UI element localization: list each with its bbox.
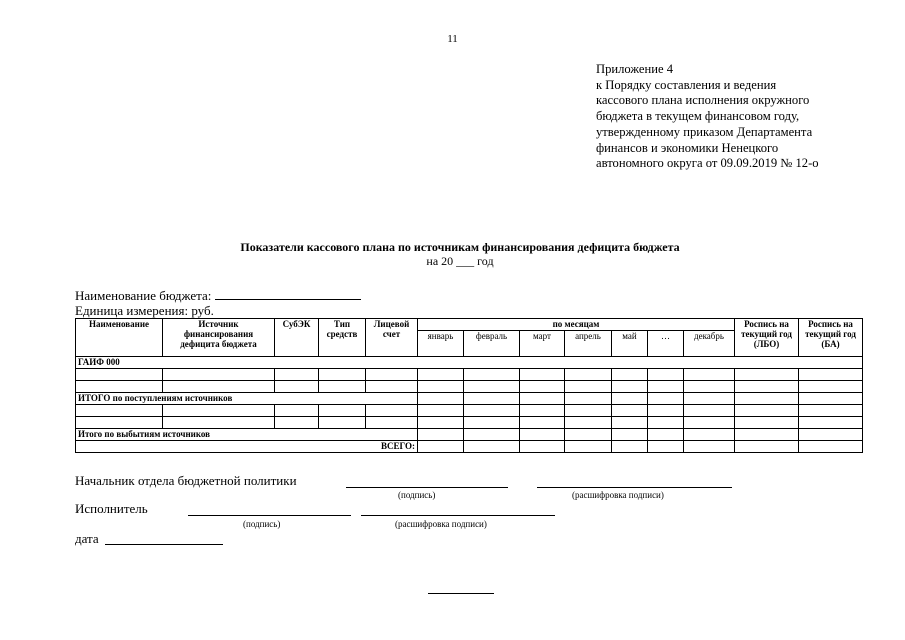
page-number: 11: [447, 33, 458, 45]
head-decode-caption: (расшифровка подписи): [572, 490, 664, 500]
appendix-line: утвержденному приказом Департамента: [596, 124, 813, 139]
header-by-months: по месяцам: [418, 319, 735, 331]
appendix-line: бюджета в текущем финансовом году,: [596, 109, 800, 124]
header-fund-type: Тип средств: [319, 319, 366, 357]
executor-signature-line[interactable]: [188, 515, 351, 516]
head-decode-line[interactable]: [537, 487, 732, 488]
document-subtitle: на 20 ___ год: [426, 254, 494, 268]
date-line[interactable]: [105, 544, 223, 545]
appendix-note: [596, 62, 896, 172]
budget-name-field: [75, 287, 361, 304]
header-subek: СубЭК: [275, 319, 319, 357]
header-month: январь: [418, 331, 464, 357]
grand-total-label: ВСЕГО:: [76, 441, 418, 453]
table-row: [76, 369, 863, 381]
header-name: Наименование: [76, 319, 163, 357]
document-title: Показатели кассового плана по источникам финансирования дефицита бюджета: [240, 240, 680, 254]
executor-decode-caption: (расшифровка подписи): [395, 519, 487, 529]
executor-sign-caption: (подпись): [243, 519, 281, 529]
bottom-divider: [428, 593, 494, 594]
unit-label: Единица измерения: руб.: [75, 303, 214, 318]
header-month: май: [612, 331, 648, 357]
executor-decode-line[interactable]: [361, 515, 555, 516]
header-month: декабрь: [684, 331, 735, 357]
header-rospis-lbo: Роспись на текущий год (ЛБО): [735, 319, 799, 357]
section-gaif: ГАИФ 000: [76, 357, 863, 369]
appendix-line: финансов и экономики Ненецкого: [596, 140, 779, 155]
head-label: Начальник отдела бюджетной политики: [75, 473, 297, 488]
header-account: Лицевой счет: [366, 319, 418, 357]
header-month: …: [648, 331, 684, 357]
head-signature-line[interactable]: [346, 487, 508, 488]
header-rospis-ba: Роспись на текущий год (БА): [799, 319, 863, 357]
appendix-line: автономного округа от 09.09.2019 № 12-о: [596, 156, 819, 171]
budget-name-label: Наименование бюджета:: [75, 288, 212, 303]
total-disposals-label: Итого по выбытиям источников: [76, 429, 418, 441]
appendix-line: Приложение 4: [596, 62, 674, 76]
header-source: Источник финансирования дефицита бюджета: [163, 319, 275, 357]
header-month: февраль: [464, 331, 520, 357]
appendix-line: кассового плана исполнения окружного: [596, 93, 810, 108]
cash-plan-table: [75, 318, 863, 453]
executor-label: Исполнитель: [75, 501, 148, 516]
table-row: [76, 405, 863, 417]
date-label: дата: [75, 531, 99, 546]
budget-name-blank[interactable]: [215, 287, 361, 300]
head-sign-caption: (подпись): [398, 490, 436, 500]
total-receipts-label: ИТОГО по поступлениям источников: [76, 393, 418, 405]
table-row: [76, 417, 863, 429]
table-row: [76, 381, 863, 393]
header-month: апрель: [565, 331, 612, 357]
header-month: март: [520, 331, 565, 357]
appendix-line: к Порядку составления и ведения: [596, 77, 777, 92]
